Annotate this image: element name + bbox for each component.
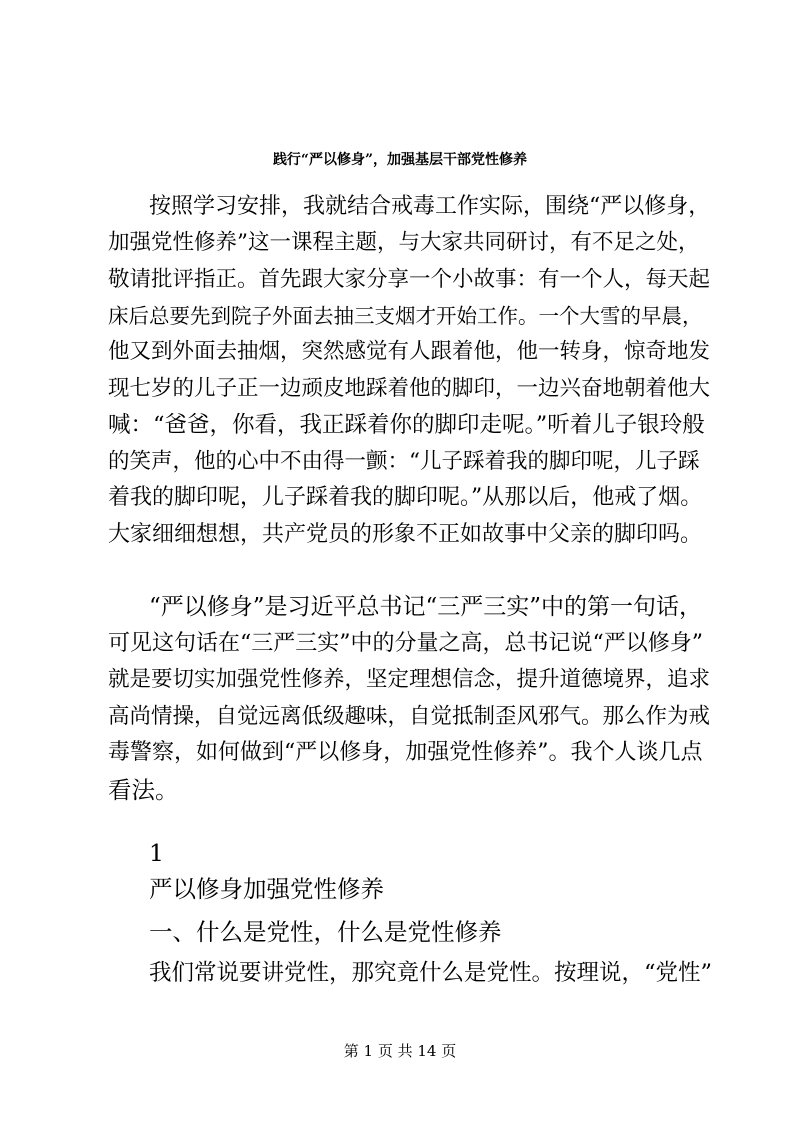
- document-title: 践行“严以修身”，加强基层干部党性修养: [272, 152, 528, 168]
- paragraph-2-line-5: 毒警察，如何做到“严以修身，加强党性修养”。我个人谈几点: [108, 740, 703, 765]
- paragraph-2-line-2: 可见这句话在“三严三实”中的分量之高，总书记说“严以修身”: [108, 631, 703, 656]
- page-footer: 第 1 页 共 14 页: [343, 1042, 457, 1060]
- paragraph-1-line-1: 按照学习安排，我就结合戒毒工作实际，围绕“严以修身，: [149, 194, 711, 219]
- paragraph-2-line-6: 看法。: [108, 776, 179, 804]
- paragraph-1-line-9: 着我的脚印呢，儿子踩着我的脚印呢。”从那以后，他戒了烟。: [108, 485, 703, 510]
- paragraph-2-line-4: 高尚情操，自觉远离低级趣味，自觉抵制歪风邪气。那么作为戒: [108, 704, 711, 729]
- paragraph-1-line-6: 现七岁的儿子正一边顽皮地踩着他的脚印，一边兴奋地朝着他大: [108, 376, 711, 401]
- section-heading: 一、什么是党性，什么是党性修养: [149, 918, 502, 946]
- paragraph-1-line-2: 加强党性修养”这一课程主题，与大家共同研讨，有不足之处，: [108, 230, 700, 255]
- paragraph-1-line-3: 敬请批评指正。首先跟大家分享一个小故事：有一个人，每天起: [108, 267, 711, 292]
- page-number-mark: 1: [149, 839, 164, 867]
- paragraph-2-line-3: 就是要切实加强党性修养，坚定理想信念，提升道德境界，追求: [108, 667, 711, 692]
- body-text-line: 我们常说要讲党性，那究竟什么是党性。按理说，“党性”: [149, 960, 713, 986]
- paragraph-1-line-8: 的笑声，他的心中不由得一颤：“儿子踩着我的脚印呢，儿子踩: [108, 449, 700, 474]
- paragraph-2-line-1: “严以修身”是习近平总书记“三严三实”中的第一句话，: [149, 594, 703, 620]
- paragraph-1-line-7: 喊：“爸爸，你看，我正踩着你的脚印走呢。”听着儿子银玲般: [108, 412, 705, 438]
- subtitle: 严以修身加强党性修养: [149, 875, 384, 903]
- paragraph-1-line-10: 大家细细想想，共产党员的形象不正如故事中父亲的脚印吗。: [108, 522, 703, 547]
- paragraph-1-line-5: 他又到外面去抽烟，突然感觉有人跟着他，他一转身，惊奇地发: [108, 339, 711, 364]
- paragraph-1-line-4: 床后总要先到院子外面去抽三支烟才开始工作。一个大雪的早晨，: [108, 304, 703, 328]
